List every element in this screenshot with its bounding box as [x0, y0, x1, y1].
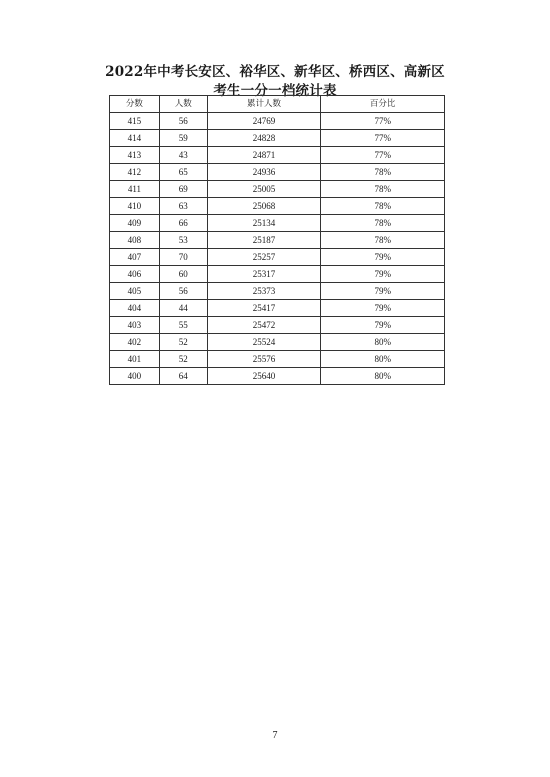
cell-cumulative: 24828 — [207, 130, 321, 147]
table-row — [110, 130, 445, 147]
table-row — [110, 317, 445, 334]
header-cumulative: 累计人数 — [207, 96, 321, 113]
table-row — [110, 283, 445, 300]
cell-count: 53 — [159, 232, 207, 249]
cell-score: 406 — [110, 266, 160, 283]
header-count: 人数 — [159, 96, 207, 113]
cell-cumulative: 25373 — [207, 283, 321, 300]
cell-count: 70 — [159, 249, 207, 266]
table-row — [110, 334, 445, 351]
table-row — [110, 113, 445, 130]
table-row — [110, 368, 445, 385]
cell-count: 60 — [159, 266, 207, 283]
cell-score: 405 — [110, 283, 160, 300]
cell-percent: 80% — [321, 351, 445, 368]
table-header-row — [110, 96, 445, 113]
cell-count: 44 — [159, 300, 207, 317]
cell-cumulative: 25317 — [207, 266, 321, 283]
cell-score: 414 — [110, 130, 160, 147]
cell-percent: 78% — [321, 181, 445, 198]
cell-count: 63 — [159, 198, 207, 215]
cell-score: 401 — [110, 351, 160, 368]
cell-score: 415 — [110, 113, 160, 130]
cell-count: 64 — [159, 368, 207, 385]
page-number: 7 — [272, 730, 278, 741]
cell-score: 412 — [110, 164, 160, 181]
cell-cumulative: 25472 — [207, 317, 321, 334]
cell-percent: 79% — [321, 300, 445, 317]
cell-percent: 79% — [321, 283, 445, 300]
table-row — [110, 249, 445, 266]
cell-count: 66 — [159, 215, 207, 232]
cell-count: 52 — [159, 351, 207, 368]
table-row — [110, 198, 445, 215]
cell-cumulative: 25640 — [207, 368, 321, 385]
table-row — [110, 351, 445, 368]
cell-score: 404 — [110, 300, 160, 317]
cell-score: 402 — [110, 334, 160, 351]
table-body — [110, 113, 445, 385]
cell-count: 55 — [159, 317, 207, 334]
score-distribution-table — [109, 95, 445, 385]
cell-count: 56 — [159, 113, 207, 130]
cell-cumulative: 25257 — [207, 249, 321, 266]
cell-percent: 78% — [321, 164, 445, 181]
cell-percent: 78% — [321, 198, 445, 215]
cell-count: 69 — [159, 181, 207, 198]
cell-count: 65 — [159, 164, 207, 181]
cell-cumulative: 24769 — [207, 113, 321, 130]
cell-percent: 79% — [321, 249, 445, 266]
cell-percent: 78% — [321, 215, 445, 232]
cell-score: 413 — [110, 147, 160, 164]
cell-cumulative: 25005 — [207, 181, 321, 198]
cell-percent: 77% — [321, 147, 445, 164]
cell-cumulative: 24871 — [207, 147, 321, 164]
cell-percent: 80% — [321, 368, 445, 385]
cell-percent: 80% — [321, 334, 445, 351]
cell-percent: 78% — [321, 232, 445, 249]
cell-cumulative: 24936 — [207, 164, 321, 181]
table-row — [110, 164, 445, 181]
cell-cumulative: 25417 — [207, 300, 321, 317]
table-row — [110, 215, 445, 232]
cell-score: 407 — [110, 249, 160, 266]
cell-cumulative: 25187 — [207, 232, 321, 249]
cell-score: 409 — [110, 215, 160, 232]
cell-score: 403 — [110, 317, 160, 334]
cell-cumulative: 25068 — [207, 198, 321, 215]
cell-count: 52 — [159, 334, 207, 351]
table-row — [110, 232, 445, 249]
cell-percent: 79% — [321, 266, 445, 283]
table-row — [110, 147, 445, 164]
table-row — [110, 266, 445, 283]
cell-count: 56 — [159, 283, 207, 300]
header-score: 分数 — [110, 96, 160, 113]
cell-count: 43 — [159, 147, 207, 164]
table-row — [110, 300, 445, 317]
cell-cumulative: 25576 — [207, 351, 321, 368]
cell-cumulative: 25134 — [207, 215, 321, 232]
table-row — [110, 181, 445, 198]
cell-percent: 79% — [321, 317, 445, 334]
cell-cumulative: 25524 — [207, 334, 321, 351]
document-subtitle: 考生一分一档统计表 — [213, 83, 337, 99]
document-title: 2022年中考长安区、裕华区、新华区、桥西区、高新区 — [105, 64, 445, 80]
cell-score: 400 — [110, 368, 160, 385]
cell-score: 408 — [110, 232, 160, 249]
cell-percent: 77% — [321, 113, 445, 130]
header-percent: 百分比 — [321, 96, 445, 113]
cell-percent: 77% — [321, 130, 445, 147]
cell-count: 59 — [159, 130, 207, 147]
cell-score: 410 — [110, 198, 160, 215]
cell-score: 411 — [110, 181, 160, 198]
